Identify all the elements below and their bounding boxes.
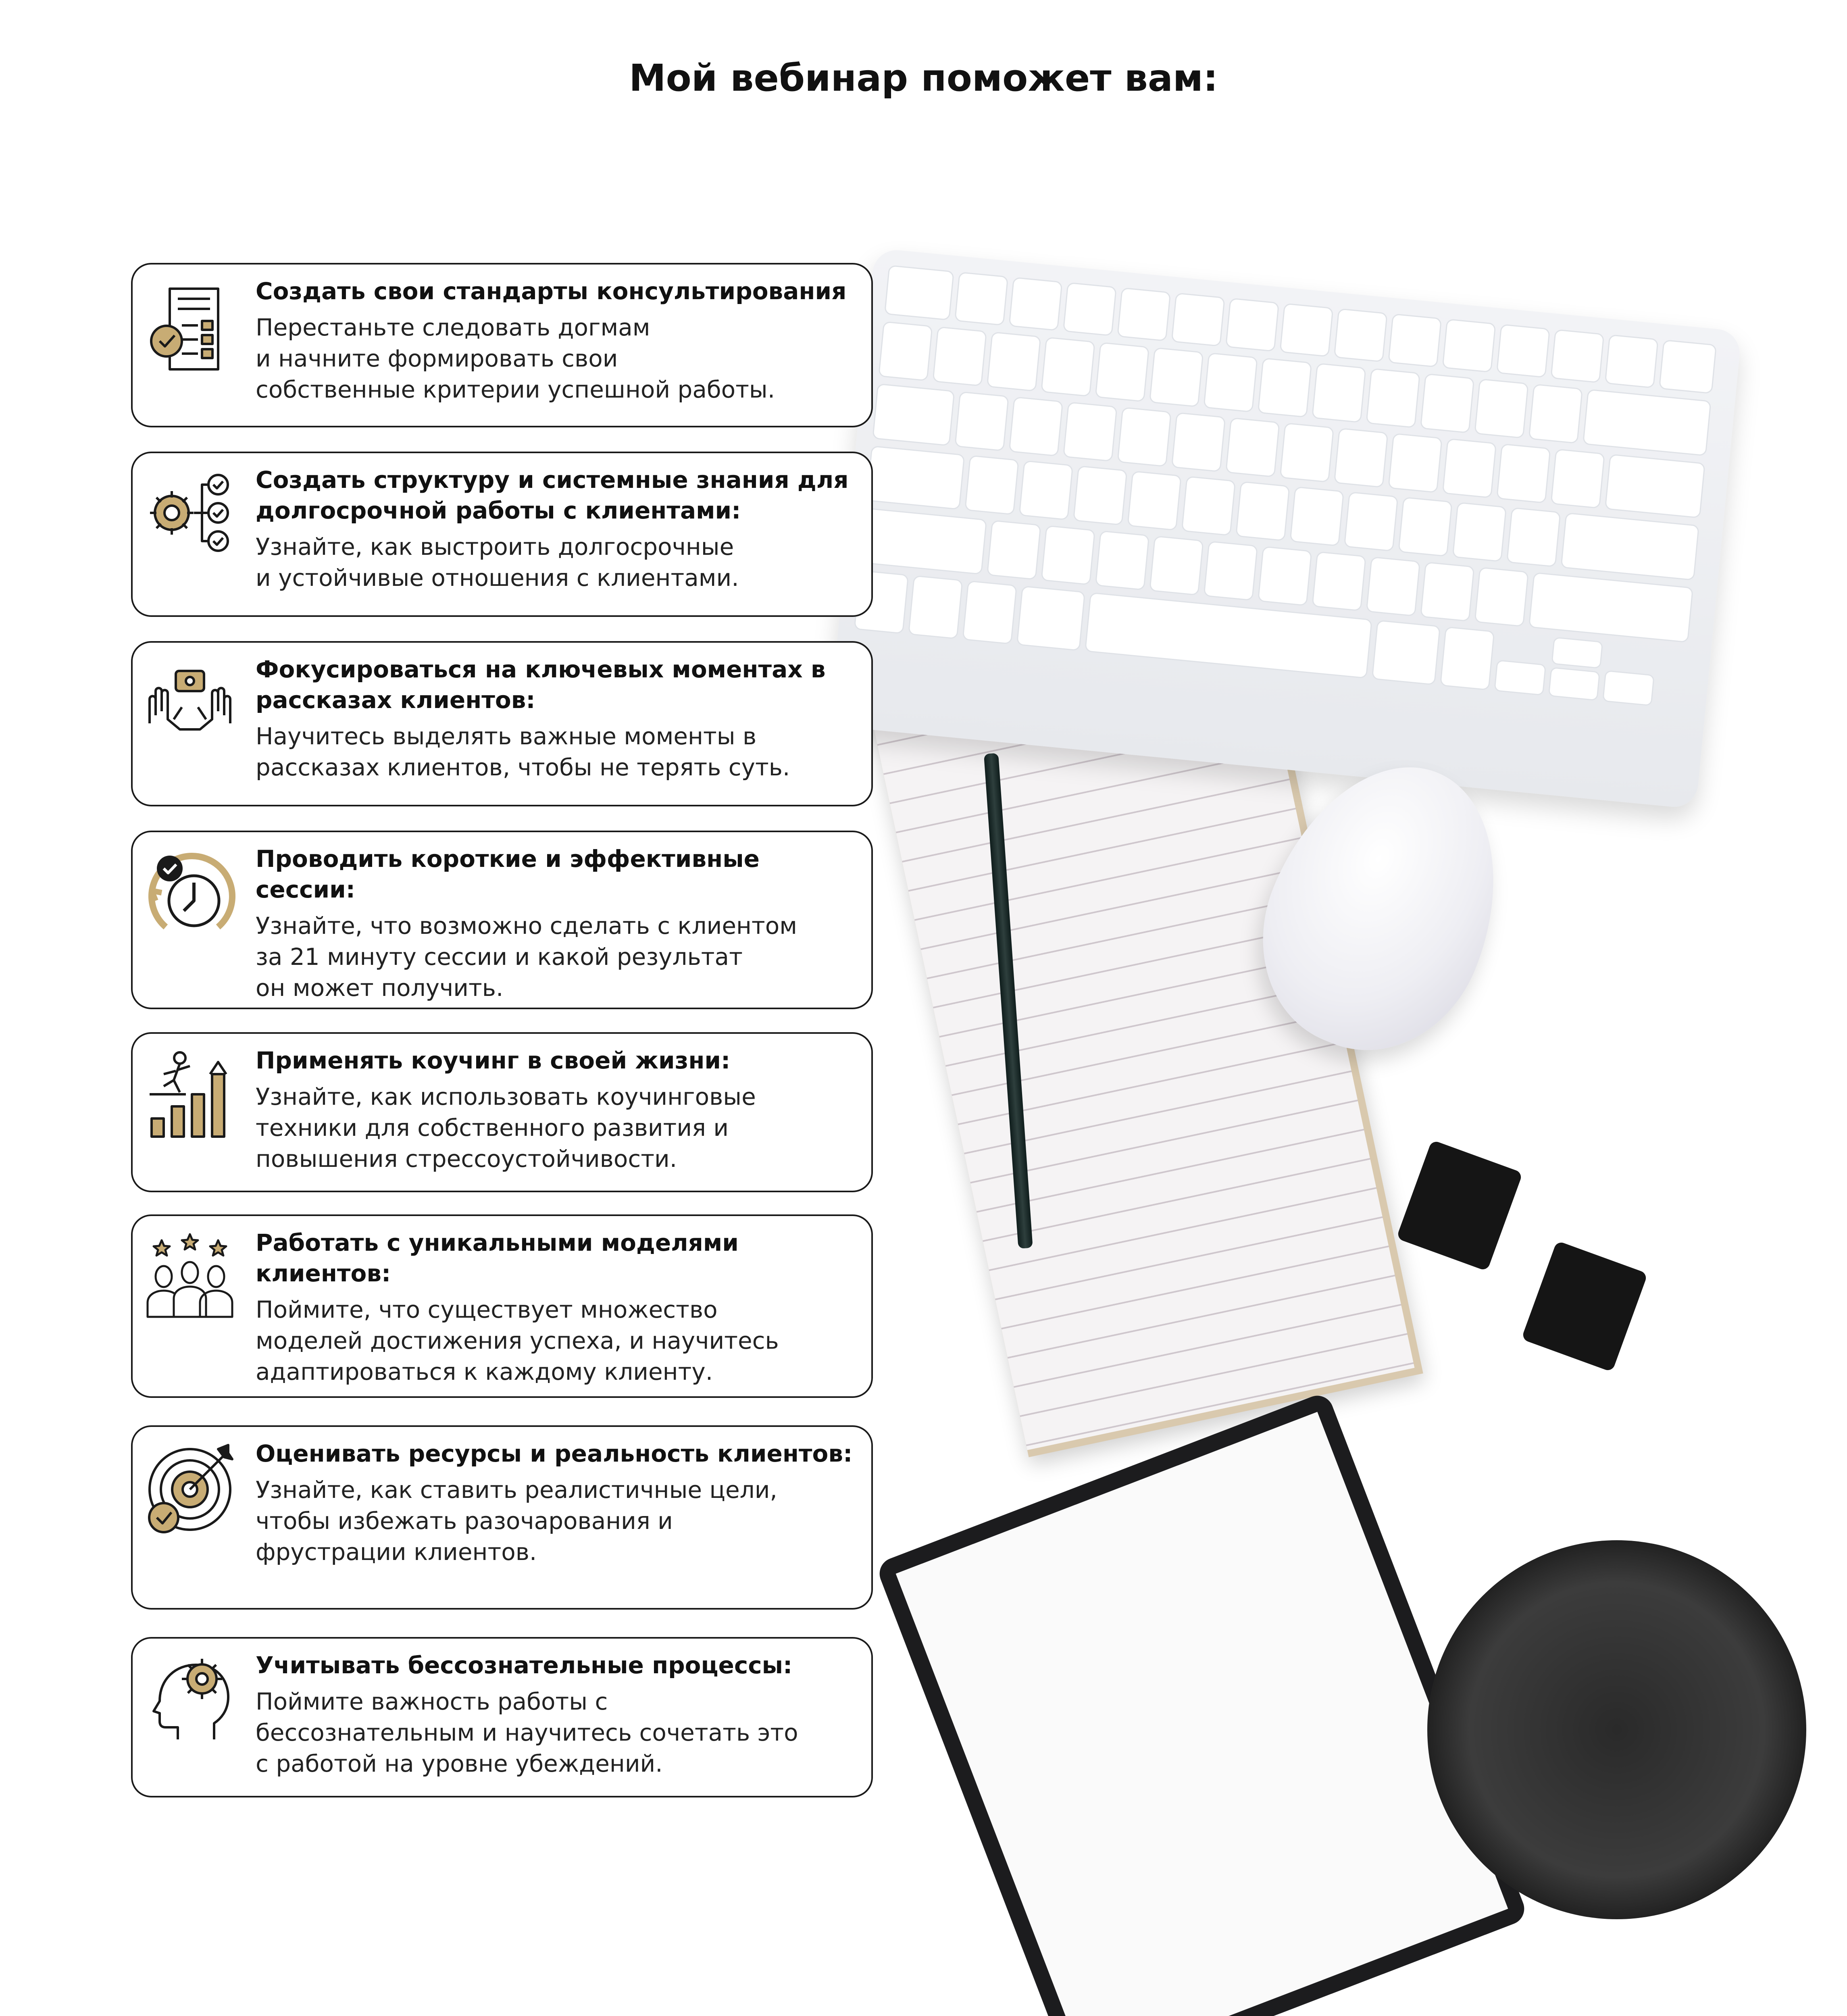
growth-chart-person-icon <box>142 1046 238 1143</box>
benefit-card <box>131 1214 873 1398</box>
card-title: Оценивать ресурсы и реальность клиентов: <box>256 1440 853 1467</box>
card-title: Создать структуру и системные знания для долгосрочной работы с клиентами: <box>256 466 849 524</box>
card-title: Работать с уникальными моделями клиентов: <box>256 1229 739 1287</box>
benefit-card <box>131 452 873 617</box>
card-description: Научитесь выделять важные моменты в рассказах клиентов, чтобы не терять суть. <box>256 723 790 781</box>
benefit-card <box>131 1032 873 1192</box>
benefit-card <box>131 641 873 806</box>
card-description: Поймите, что существует множество моделей достижения успеха, и научитесь адаптироваться к каждому клиенту. <box>256 1296 779 1385</box>
binder-clip-image <box>1521 1241 1648 1372</box>
pen-cup-image <box>1427 1540 1806 1919</box>
card-description: Узнайте, как использовать коучинговые техники для собственного развития и повышения стрессоустойчивости. <box>256 1083 756 1173</box>
target-arrow-icon <box>142 1439 238 1536</box>
page-title: Мой вебинар поможет вам: <box>629 56 1218 100</box>
card-title: Создать свои стандарты консультирования <box>256 277 847 305</box>
card-title: Проводить короткие и эффективные сессии: <box>256 845 760 903</box>
checklist-document-icon <box>142 281 238 377</box>
binder-clip-image <box>1396 1140 1523 1271</box>
gear-checklist-icon <box>142 464 238 561</box>
benefit-card <box>131 263 873 427</box>
rated-people-icon <box>142 1228 238 1325</box>
keyboard-image <box>829 248 1742 809</box>
card-title: Учитывать бессознательные процессы: <box>256 1652 793 1679</box>
benefit-card <box>131 1425 873 1610</box>
benefit-card <box>131 1637 873 1797</box>
benefit-card <box>131 831 873 1009</box>
card-title: Фокусироваться на ключевых моментах в рассказах клиентов: <box>256 656 826 714</box>
card-description: Перестаньте следовать догмам и начните формировать свои собственные критерии успешной работы. <box>256 314 775 403</box>
card-description: Узнайте, как выстроить долгосрочные и устойчивые отношения с клиентами. <box>256 533 739 591</box>
card-description: Узнайте, как ставить реалистичные цели, чтобы избежать разочарования и фрустрации клиентов. <box>256 1476 777 1566</box>
card-description: Поймите важность работы с бессознательным и научитесь сочетать это с работой на уровне убеждений. <box>256 1688 798 1777</box>
hands-focus-icon <box>142 659 238 756</box>
card-title: Применять коучинг в своей жизни: <box>256 1047 731 1074</box>
clock-cycle-icon <box>142 848 238 945</box>
card-description: Узнайте, что возможно сделать с клиентом за 21 минуту сессии и какой результат он может получить. <box>256 912 797 1002</box>
head-gear-icon <box>142 1647 238 1743</box>
